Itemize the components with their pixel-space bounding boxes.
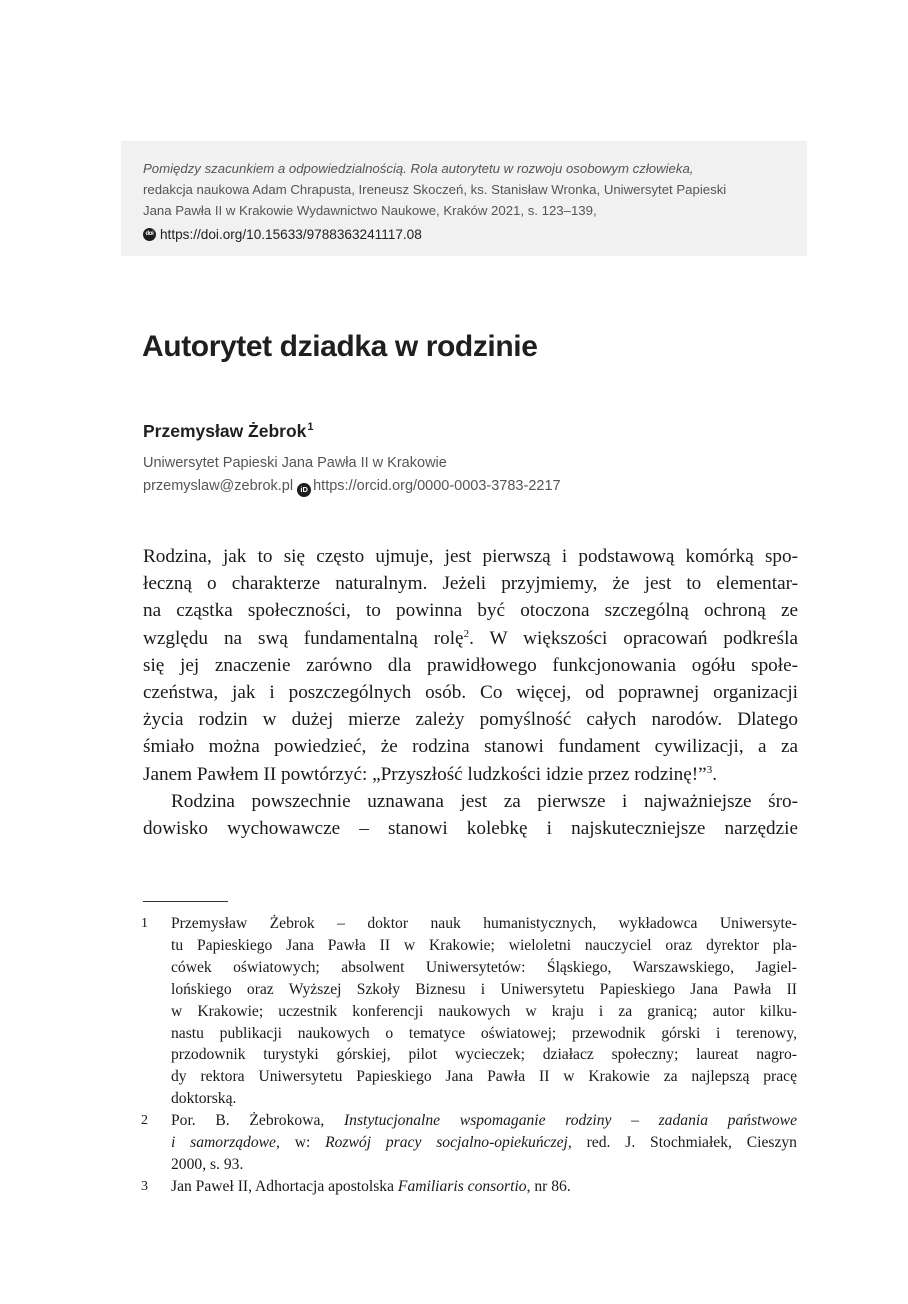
footnote-line: przodownik turystyki górskiej, pilot wycieczek; działacz społeczny; laureat nagro- [171, 1046, 797, 1064]
doi-line [143, 224, 787, 245]
footnote-text: Por. B. Żebrokowa, [171, 1112, 344, 1130]
footnote-number: 3 [141, 1178, 148, 1194]
body-line: życia rodzin w dużej mierze zależy pomyślność całych narodów. Dlatego [143, 709, 798, 731]
footnote-number: 1 [141, 916, 148, 931]
doi-icon: doi [143, 228, 156, 241]
body-text [143, 543, 798, 842]
footnote-line [171, 1176, 797, 1198]
footnote-line: nastu publikacji naukowych o tematyce oświatowej; przewodnik górski i terenowy, [171, 1024, 797, 1042]
orcid-link[interactable]: https://orcid.org/0000-0003-3783-2217 [313, 478, 561, 494]
citation-publisher: Jana Pawła II w Krakowie Wydawnictwo Naukowe, Kraków 2021, s. 123–139, [143, 203, 597, 218]
footnote-line: w Krakowie; uczestnik konferencji naukowych w kraju i za granicą; autor kilku- [171, 1002, 797, 1020]
footnote-1 [141, 913, 797, 1110]
body-line: Rodzina, jak to się często ujmuje, jest pierwszą i podstawową komórką spo- [143, 546, 798, 567]
footnote-line: cówek oświatowych; absolwent Uniwersytetów: Śląskiego, Warszawskiego, Jagiel- [171, 958, 797, 976]
footnote-line: Przemysław Żebrok – doktor nauk humanistycznych, wykładowca Uniwersyte- [171, 915, 797, 932]
body-line: łeczną o charakterze naturalnym. Jeżeli przyjmiemy, że jest to elementar- [143, 573, 798, 595]
article-title: Autorytet dziadka w rodzinie [142, 330, 538, 363]
body-line: Rodzina powszechnie uznawana jest za pierwsze i najważniejsze śro- [171, 790, 798, 812]
body-line: czeństwa, jak i poszczególnych osób. Co więcej, od poprawnej organizacji [143, 682, 798, 704]
author-name [143, 415, 314, 443]
footnote-line [171, 1132, 797, 1154]
footnote-3 [141, 1176, 797, 1198]
footnote-ref-3[interactable]: 3 [706, 763, 713, 776]
footnote-line: tu Papieskiego Jana Pawła II w Krakowie; wieloletni nauczyciel oraz dyrektor pla- [171, 936, 797, 954]
footnote-italic-title: i samorządowe [171, 1134, 276, 1152]
doi-link[interactable]: https://doi.org/10.15633/9788363241117.08 [160, 227, 422, 242]
footnote-text: Jan Paweł II, Adhortacja apostolska [171, 1177, 398, 1195]
orcid-icon: iD [297, 483, 311, 497]
footnote-2 [141, 1110, 797, 1176]
affiliation-text: Uniwersytet Papieski Jana Pawła II w Krakowie [143, 455, 447, 471]
footnote-line: lońskiego oraz Wyższej Szkoły Biznesu i Uniwersytetu Papieskiego Jana Pawła II [171, 980, 797, 998]
footnotes [141, 913, 797, 1198]
footnote-line: 2000, s. 93. [171, 1155, 244, 1173]
body-line [143, 761, 798, 788]
body-line [143, 625, 798, 652]
author-affiliation [143, 452, 561, 498]
footnote-line: doktorską. [171, 1090, 237, 1108]
body-text-segment: . [712, 763, 717, 785]
body-line: dowisko wychowawcze – stanowi kolebkę i najskuteczniejsze narzędzie [143, 818, 798, 840]
footnote-divider [143, 901, 228, 902]
footnote-italic-title: Familiaris consortio [397, 1177, 527, 1195]
citation-book-title: Pomiędzy szacunkiem a odpowiedzialnością. Rola autorytetu w rozwoju osobowym człowieka, [143, 161, 694, 176]
footnote-number: 2 [141, 1113, 148, 1129]
citation-editors: redakcja naukowa Adam Chrapusta, Ireneusz Skoczeń, ks. Stanisław Wronka, Uniwersytet Papieski [143, 182, 727, 197]
author-name-text: Przemysław Żebrok [143, 421, 307, 441]
footnote-italic-title: Rozwój pracy socjalno-opiekuńczej, [325, 1134, 572, 1152]
body-line: się jej znaczenie zarówno dla prawidłowego funkcjonowania ogółu społe- [143, 654, 798, 676]
footnote-ref-2[interactable]: 2 [463, 627, 470, 640]
footnote-italic-title: Instytucjonalne wspomaganie rodziny – zadania państwowe [343, 1112, 797, 1130]
footnote-text: , w: [275, 1134, 326, 1152]
author-footnote-ref[interactable]: 1 [307, 421, 314, 433]
email-link[interactable]: przemyslaw@zebrok.pl [143, 478, 294, 494]
body-text-segment: Janem Pawłem II powtórzyć: „Przyszłość ludzkości idzie przez rodzinę!” [143, 763, 707, 785]
body-line: śmiało można powiedzieć, że rodzina stanowi fundament cywilizacji, a za [143, 736, 798, 758]
footnote-text: , nr 86. [526, 1177, 571, 1195]
body-text-segment: względu na swą fundamentalną rolę [143, 627, 464, 649]
body-text-segment: . W większości opracowań podkreśla [469, 627, 798, 649]
footnote-line [171, 1110, 797, 1132]
contact-line [143, 475, 561, 498]
citation-box [121, 141, 807, 256]
footnote-text: red. J. Stochmiałek, Cieszyn [571, 1134, 797, 1152]
body-line: na cząstka społeczności, to powinna być otoczona szczególną ochroną ze [143, 600, 798, 622]
footnote-line: dy rektora Uniwersytetu Papieskiego Jana Pawła II w Krakowie za najlepszą pracę [171, 1068, 797, 1086]
